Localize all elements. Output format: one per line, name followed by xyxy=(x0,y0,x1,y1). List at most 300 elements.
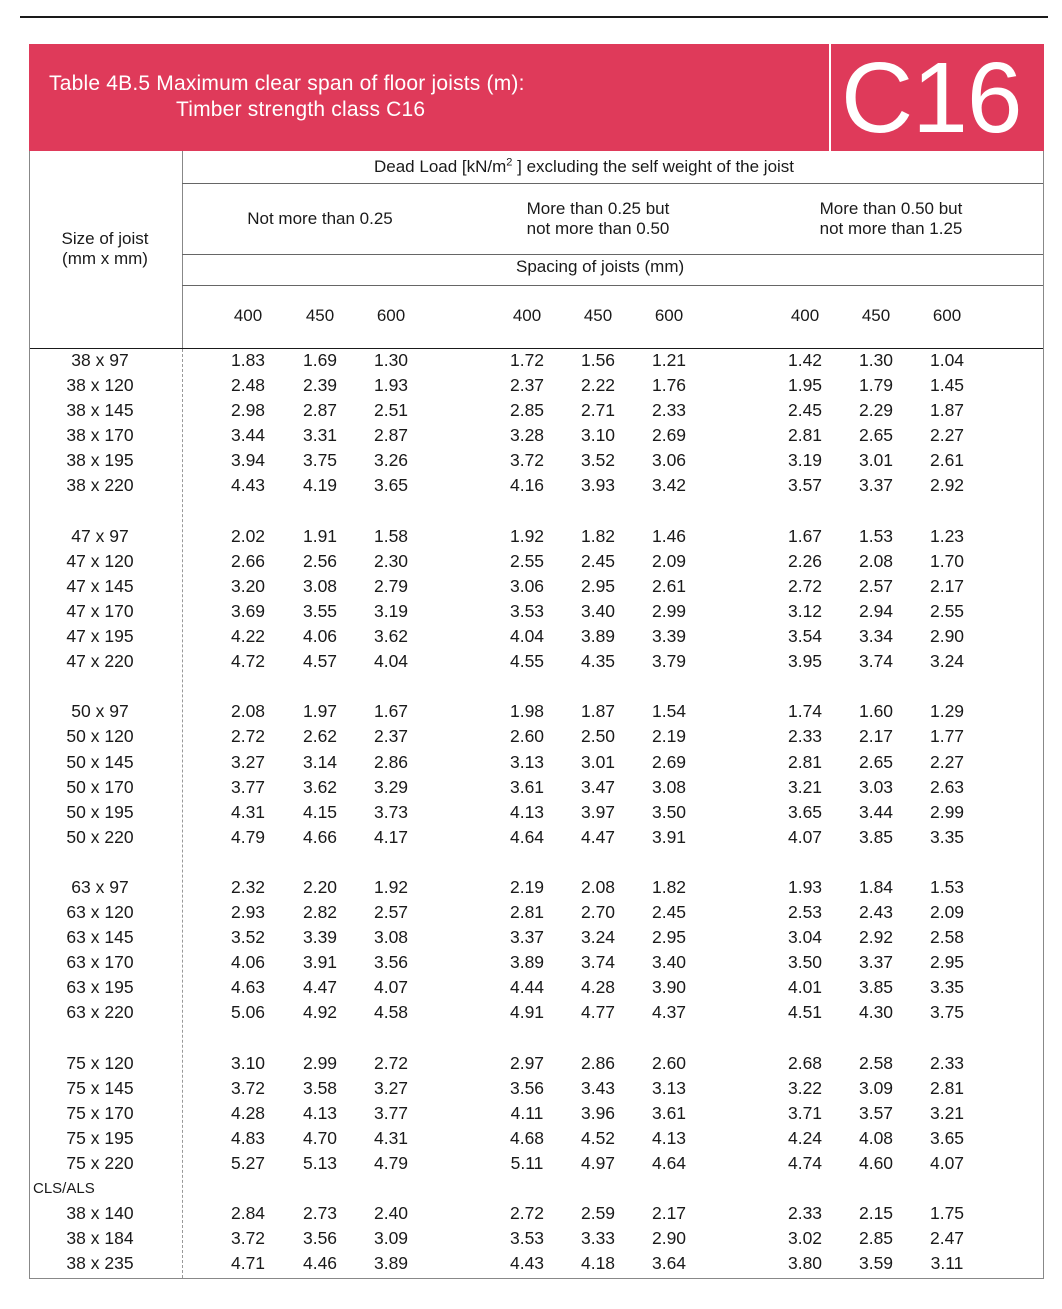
span-value: 3.95 xyxy=(787,651,823,672)
span-value: 1.98 xyxy=(509,701,545,722)
span-value: 4.06 xyxy=(302,626,338,647)
spacing-value: 450 xyxy=(861,306,891,325)
span-value: 1.92 xyxy=(509,525,545,546)
span-value: 4.37 xyxy=(651,1002,687,1023)
span-value: 3.31 xyxy=(302,425,338,446)
span-value: 4.58 xyxy=(373,1002,409,1023)
span-value: 3.75 xyxy=(302,450,338,471)
span-value: 2.71 xyxy=(580,400,616,421)
span-value: 2.19 xyxy=(651,726,687,747)
joist-size: 38 x 195 xyxy=(66,450,134,471)
table-row xyxy=(30,1000,1042,1025)
joist-size: 38 x 140 xyxy=(66,1203,134,1224)
span-value: 1.74 xyxy=(787,701,823,722)
table-row xyxy=(30,699,1042,724)
span-value: 3.56 xyxy=(302,1228,338,1249)
joist-size: 75 x 145 xyxy=(66,1077,134,1098)
span-value: 4.16 xyxy=(509,475,545,496)
span-value: 2.95 xyxy=(580,575,616,596)
span-value: 2.56 xyxy=(302,550,338,571)
span-value: 2.32 xyxy=(230,876,266,897)
span-value: 1.56 xyxy=(580,350,616,370)
table-row xyxy=(30,649,1042,674)
span-value: 3.19 xyxy=(373,600,409,621)
span-value: 3.01 xyxy=(858,450,894,471)
span-value: 1.77 xyxy=(929,726,965,747)
span-value: 4.04 xyxy=(509,626,545,647)
span-value: 3.10 xyxy=(580,425,616,446)
span-value: 2.97 xyxy=(509,1052,545,1073)
span-value: 4.01 xyxy=(787,977,823,998)
span-value: 4.47 xyxy=(580,826,616,847)
span-value: 2.08 xyxy=(230,701,266,722)
span-value: 4.11 xyxy=(510,1102,544,1123)
table-row xyxy=(30,1226,1042,1251)
span-value: 3.08 xyxy=(373,927,409,948)
span-value: 1.83 xyxy=(230,350,266,370)
span-value: 4.22 xyxy=(230,626,266,647)
joist-size: 50 x 145 xyxy=(66,751,134,772)
span-value: 1.79 xyxy=(858,375,894,396)
span-value: 2.79 xyxy=(373,575,409,596)
span-value: 3.24 xyxy=(929,651,965,672)
span-value: 2.45 xyxy=(651,902,687,923)
span-value: 2.17 xyxy=(929,575,965,596)
span-value: 3.72 xyxy=(230,1077,266,1098)
span-value: 1.30 xyxy=(373,350,409,370)
span-value: 3.53 xyxy=(509,1228,545,1249)
span-value: 3.69 xyxy=(230,600,266,621)
span-value: 3.77 xyxy=(230,776,266,797)
span-value: 2.69 xyxy=(651,425,687,446)
span-value: 3.56 xyxy=(373,952,409,973)
span-value: 4.19 xyxy=(302,475,338,496)
span-value: 5.06 xyxy=(230,1002,266,1023)
span-value: 2.33 xyxy=(651,400,687,421)
span-value: 2.84 xyxy=(230,1203,266,1224)
span-value: 2.86 xyxy=(373,751,409,772)
span-value: 3.13 xyxy=(509,751,545,772)
spacing-value: 450 xyxy=(583,306,613,325)
span-value: 2.63 xyxy=(929,776,965,797)
span-value: 4.74 xyxy=(787,1153,823,1173)
span-value: 3.33 xyxy=(580,1228,616,1249)
span-value: 3.29 xyxy=(373,776,409,797)
span-value: 2.19 xyxy=(509,876,545,897)
span-value: 2.58 xyxy=(858,1052,894,1073)
table-frame-bottom xyxy=(29,1278,1044,1279)
span-value: 4.51 xyxy=(787,1002,823,1023)
span-value: 3.04 xyxy=(787,927,823,948)
span-value: 3.34 xyxy=(858,626,894,647)
strength-class-code: C16 xyxy=(841,42,1022,154)
span-value: 3.74 xyxy=(580,952,616,973)
span-value: 2.92 xyxy=(858,927,894,948)
span-value: 3.50 xyxy=(787,952,823,973)
span-value: 3.65 xyxy=(373,475,409,496)
span-value: 3.71 xyxy=(787,1102,823,1123)
span-value: 1.93 xyxy=(373,375,409,396)
span-value: 2.95 xyxy=(651,927,687,948)
span-value: 1.76 xyxy=(651,375,687,396)
span-value: 1.97 xyxy=(302,701,338,722)
span-value: 2.68 xyxy=(787,1052,823,1073)
span-value: 2.90 xyxy=(929,626,965,647)
span-value: 3.11 xyxy=(930,1253,964,1274)
span-value: 3.09 xyxy=(858,1077,894,1098)
table-row xyxy=(30,950,1042,975)
joist-size: 47 x 145 xyxy=(66,575,134,596)
span-value: 1.95 xyxy=(787,375,823,396)
span-value: 4.79 xyxy=(373,1153,409,1173)
header-rule-dead-load xyxy=(182,183,1043,184)
span-value: 3.56 xyxy=(509,1077,545,1098)
span-value: 5.27 xyxy=(230,1153,266,1173)
span-value: 3.35 xyxy=(929,826,965,847)
span-value: 3.08 xyxy=(302,575,338,596)
joist-size: 38 x 97 xyxy=(71,350,129,370)
span-value: 2.99 xyxy=(651,600,687,621)
span-value: 3.19 xyxy=(787,450,823,471)
span-value: 4.92 xyxy=(302,1002,338,1023)
span-value: 3.42 xyxy=(651,475,687,496)
span-value: 2.61 xyxy=(651,575,687,596)
span-value: 3.21 xyxy=(929,1102,965,1123)
group-spacer xyxy=(30,850,1042,875)
span-value: 4.28 xyxy=(230,1102,266,1123)
table-row xyxy=(30,398,1042,423)
joist-size: 63 x 97 xyxy=(71,876,129,897)
span-value: 3.26 xyxy=(373,450,409,471)
span-value: 2.90 xyxy=(651,1228,687,1249)
span-value: 1.30 xyxy=(858,350,894,370)
group-spacer xyxy=(30,499,1042,524)
span-value: 2.48 xyxy=(230,375,266,396)
span-value: 4.79 xyxy=(230,826,266,847)
table-row xyxy=(30,925,1042,950)
span-value: 2.30 xyxy=(373,550,409,571)
span-value: 2.82 xyxy=(302,902,338,923)
span-value: 2.86 xyxy=(580,1052,616,1073)
span-value: 4.24 xyxy=(787,1127,823,1148)
span-value: 2.66 xyxy=(230,550,266,571)
span-value: 1.21 xyxy=(651,350,687,370)
span-value: 2.27 xyxy=(929,751,965,772)
span-value: 2.81 xyxy=(509,902,545,923)
group-label-row xyxy=(30,1176,1042,1201)
joist-size: 50 x 120 xyxy=(66,726,134,747)
header-rule-spacing xyxy=(182,285,1043,286)
spacing-value: 400 xyxy=(790,306,820,325)
table-row xyxy=(30,1126,1042,1151)
joist-size: 50 x 170 xyxy=(66,776,134,797)
span-value: 1.92 xyxy=(373,876,409,897)
span-value: 1.29 xyxy=(929,701,965,722)
span-value: 3.94 xyxy=(230,450,266,471)
span-value: 4.13 xyxy=(509,801,545,822)
table-row xyxy=(30,875,1042,900)
span-value: 4.06 xyxy=(230,952,266,973)
span-value: 2.45 xyxy=(787,400,823,421)
span-value: 3.59 xyxy=(858,1253,894,1274)
table-row xyxy=(30,1151,1042,1176)
span-value: 3.55 xyxy=(302,600,338,621)
span-value: 3.52 xyxy=(230,927,266,948)
span-value: 2.37 xyxy=(509,375,545,396)
span-value: 4.55 xyxy=(509,651,545,672)
span-value: 3.89 xyxy=(373,1253,409,1274)
joist-size: 38 x 184 xyxy=(66,1228,134,1249)
span-value: 4.70 xyxy=(302,1127,338,1148)
span-value: 1.75 xyxy=(929,1203,965,1224)
span-value: 2.87 xyxy=(373,425,409,446)
table-row xyxy=(30,599,1042,624)
table-row xyxy=(30,549,1042,574)
span-value: 4.60 xyxy=(858,1153,894,1173)
span-value: 3.96 xyxy=(580,1102,616,1123)
span-value: 3.39 xyxy=(302,927,338,948)
span-value: 2.72 xyxy=(787,575,823,596)
span-value: 4.07 xyxy=(787,826,823,847)
load-group-heading-2: More than 0.25 but not more than 0.50 xyxy=(526,199,670,238)
span-value: 3.89 xyxy=(580,626,616,647)
span-value: 3.37 xyxy=(858,475,894,496)
group-spacer xyxy=(30,1026,1042,1051)
joist-size: 63 x 145 xyxy=(66,927,134,948)
span-value: 4.64 xyxy=(651,1153,687,1173)
span-value: 4.28 xyxy=(580,977,616,998)
span-value: 4.31 xyxy=(373,1127,409,1148)
joist-size: 75 x 195 xyxy=(66,1127,134,1148)
group-label: CLS/ALS xyxy=(33,1180,95,1198)
span-value: 1.67 xyxy=(787,525,823,546)
span-value: 2.99 xyxy=(929,801,965,822)
span-value: 2.17 xyxy=(858,726,894,747)
span-value: 4.17 xyxy=(373,826,409,847)
joist-size: 63 x 195 xyxy=(66,977,134,998)
spacing-value: 400 xyxy=(512,306,542,325)
span-value: 2.09 xyxy=(929,902,965,923)
span-value: 2.92 xyxy=(929,475,965,496)
span-value: 3.80 xyxy=(787,1253,823,1274)
span-value: 4.15 xyxy=(302,801,338,822)
span-value: 4.91 xyxy=(509,1002,545,1023)
span-value: 1.70 xyxy=(929,550,965,571)
span-value: 2.61 xyxy=(929,450,965,471)
span-value: 2.37 xyxy=(373,726,409,747)
table-row xyxy=(30,800,1042,825)
span-value: 3.64 xyxy=(651,1253,687,1274)
span-value: 2.98 xyxy=(230,400,266,421)
span-value: 2.65 xyxy=(858,425,894,446)
span-value: 4.08 xyxy=(858,1127,894,1148)
span-value: 2.17 xyxy=(651,1203,687,1224)
span-value: 2.09 xyxy=(651,550,687,571)
span-value: 3.57 xyxy=(858,1102,894,1123)
span-value: 2.47 xyxy=(929,1228,965,1249)
span-value: 2.40 xyxy=(373,1203,409,1224)
joist-size: 47 x 220 xyxy=(66,651,134,672)
joist-size: 38 x 120 xyxy=(66,375,134,396)
span-value: 5.13 xyxy=(302,1153,338,1173)
span-value: 4.07 xyxy=(929,1153,965,1173)
table-row xyxy=(30,448,1042,473)
span-value: 2.22 xyxy=(580,375,616,396)
span-value: 3.91 xyxy=(651,826,687,847)
joist-size: 75 x 120 xyxy=(66,1052,134,1073)
span-value: 3.62 xyxy=(302,776,338,797)
span-value: 2.72 xyxy=(509,1203,545,1224)
span-value: 3.14 xyxy=(302,751,338,772)
span-value: 1.82 xyxy=(580,525,616,546)
span-value: 3.37 xyxy=(858,952,894,973)
table-title-line1: Table 4B.5 Maximum clear span of floor joists (m): xyxy=(49,72,525,95)
span-value: 3.28 xyxy=(509,425,545,446)
span-value: 3.85 xyxy=(858,826,894,847)
span-value: 4.43 xyxy=(230,475,266,496)
table-row xyxy=(30,775,1042,800)
table-row xyxy=(30,624,1042,649)
span-value: 1.84 xyxy=(858,876,894,897)
size-column-divider-header xyxy=(182,151,183,348)
joist-size: 47 x 170 xyxy=(66,600,134,621)
dead-load-heading: Dead Load [$kN/m^2$ ] excluding the self weight of the joist xyxy=(374,156,795,176)
span-value: 3.35 xyxy=(929,977,965,998)
span-value: 2.72 xyxy=(373,1052,409,1073)
span-value: 3.61 xyxy=(509,776,545,797)
span-value: 3.22 xyxy=(787,1077,823,1098)
size-of-joist-heading: Size of joist (mm x mm) xyxy=(61,229,149,268)
table-row xyxy=(30,473,1042,498)
span-value: 3.53 xyxy=(509,600,545,621)
spacing-value: 600 xyxy=(376,306,406,325)
span-value: 4.13 xyxy=(302,1102,338,1123)
table-frame-right xyxy=(1043,151,1044,1279)
span-value: 3.06 xyxy=(509,575,545,596)
span-value: 5.11 xyxy=(510,1153,544,1173)
group-spacer xyxy=(30,674,1042,699)
table-title xyxy=(49,71,525,123)
span-value: 4.31 xyxy=(230,801,266,822)
table-row xyxy=(30,348,1042,373)
span-value: 4.04 xyxy=(373,651,409,672)
span-value: 1.72 xyxy=(509,350,545,370)
span-value: 4.63 xyxy=(230,977,266,998)
span-value: 4.77 xyxy=(580,1002,616,1023)
span-value: 3.20 xyxy=(230,575,266,596)
joist-size: 38 x 145 xyxy=(66,400,134,421)
span-value: 4.30 xyxy=(858,1002,894,1023)
joist-size: 63 x 120 xyxy=(66,902,134,923)
span-value: 2.27 xyxy=(929,425,965,446)
span-value: 3.65 xyxy=(787,801,823,822)
span-value: 3.85 xyxy=(858,977,894,998)
span-value: 3.74 xyxy=(858,651,894,672)
table-row xyxy=(30,1101,1042,1126)
spacing-heading: Spacing of joists (mm) xyxy=(516,257,685,276)
span-value: 2.02 xyxy=(230,525,266,546)
table-row xyxy=(30,1076,1042,1101)
span-value: 1.93 xyxy=(787,876,823,897)
joist-size: 63 x 220 xyxy=(66,1002,134,1023)
span-value: 4.43 xyxy=(509,1253,545,1274)
span-value: 1.60 xyxy=(858,701,894,722)
span-value: 2.59 xyxy=(580,1203,616,1224)
span-value: 1.91 xyxy=(302,525,338,546)
span-value: 2.81 xyxy=(787,425,823,446)
span-value: 3.09 xyxy=(373,1228,409,1249)
span-value: 1.67 xyxy=(373,701,409,722)
span-value: 3.75 xyxy=(929,1002,965,1023)
span-value: 2.08 xyxy=(858,550,894,571)
span-value: 4.46 xyxy=(302,1253,338,1274)
span-value: 4.07 xyxy=(373,977,409,998)
span-value: 3.93 xyxy=(580,475,616,496)
span-value: 3.97 xyxy=(580,801,616,822)
span-value: 2.81 xyxy=(929,1077,965,1098)
span-value: 3.44 xyxy=(230,425,266,446)
span-value: 3.40 xyxy=(651,952,687,973)
span-value: 2.43 xyxy=(858,902,894,923)
span-value: 2.29 xyxy=(858,400,894,421)
joist-size: 47 x 97 xyxy=(71,525,129,546)
span-value: 3.57 xyxy=(787,475,823,496)
span-value: 4.13 xyxy=(651,1127,687,1148)
span-value: 4.47 xyxy=(302,977,338,998)
span-value: 3.01 xyxy=(580,751,616,772)
spacing-value: 450 xyxy=(305,306,335,325)
table-row xyxy=(30,524,1042,549)
table-row xyxy=(30,423,1042,448)
span-value: 3.61 xyxy=(651,1102,687,1123)
joist-size: 38 x 235 xyxy=(66,1253,134,1274)
span-value: 1.58 xyxy=(373,525,409,546)
span-value: 2.39 xyxy=(302,375,338,396)
table-row xyxy=(30,373,1042,398)
joist-size: 75 x 170 xyxy=(66,1102,134,1123)
span-value: 2.57 xyxy=(858,575,894,596)
span-table-body xyxy=(30,348,1042,1276)
span-value: 2.51 xyxy=(373,400,409,421)
span-value: 2.33 xyxy=(929,1052,965,1073)
span-value: 2.26 xyxy=(787,550,823,571)
table-row xyxy=(30,1051,1042,1076)
joist-size: 50 x 97 xyxy=(71,701,129,722)
joist-size: 50 x 220 xyxy=(66,826,134,847)
span-value: 1.46 xyxy=(651,525,687,546)
span-value: 4.64 xyxy=(509,826,545,847)
span-value: 2.81 xyxy=(787,751,823,772)
span-value: 1.82 xyxy=(651,876,687,897)
span-value: 1.53 xyxy=(858,525,894,546)
span-value: 1.42 xyxy=(787,350,823,370)
banner-divider xyxy=(829,44,831,151)
span-value: 3.91 xyxy=(302,952,338,973)
span-value: 1.23 xyxy=(929,525,965,546)
span-value: 3.52 xyxy=(580,450,616,471)
span-value: 4.57 xyxy=(302,651,338,672)
span-value: 3.06 xyxy=(651,450,687,471)
span-value: 2.33 xyxy=(787,726,823,747)
span-value: 3.90 xyxy=(651,977,687,998)
span-value: 2.58 xyxy=(929,927,965,948)
table-banner xyxy=(29,42,1044,154)
spacing-value: 400 xyxy=(233,306,263,325)
span-value: 3.43 xyxy=(580,1077,616,1098)
span-value: 3.73 xyxy=(373,801,409,822)
joist-size: 47 x 120 xyxy=(66,550,134,571)
header-rule-load-groups xyxy=(182,254,1043,255)
